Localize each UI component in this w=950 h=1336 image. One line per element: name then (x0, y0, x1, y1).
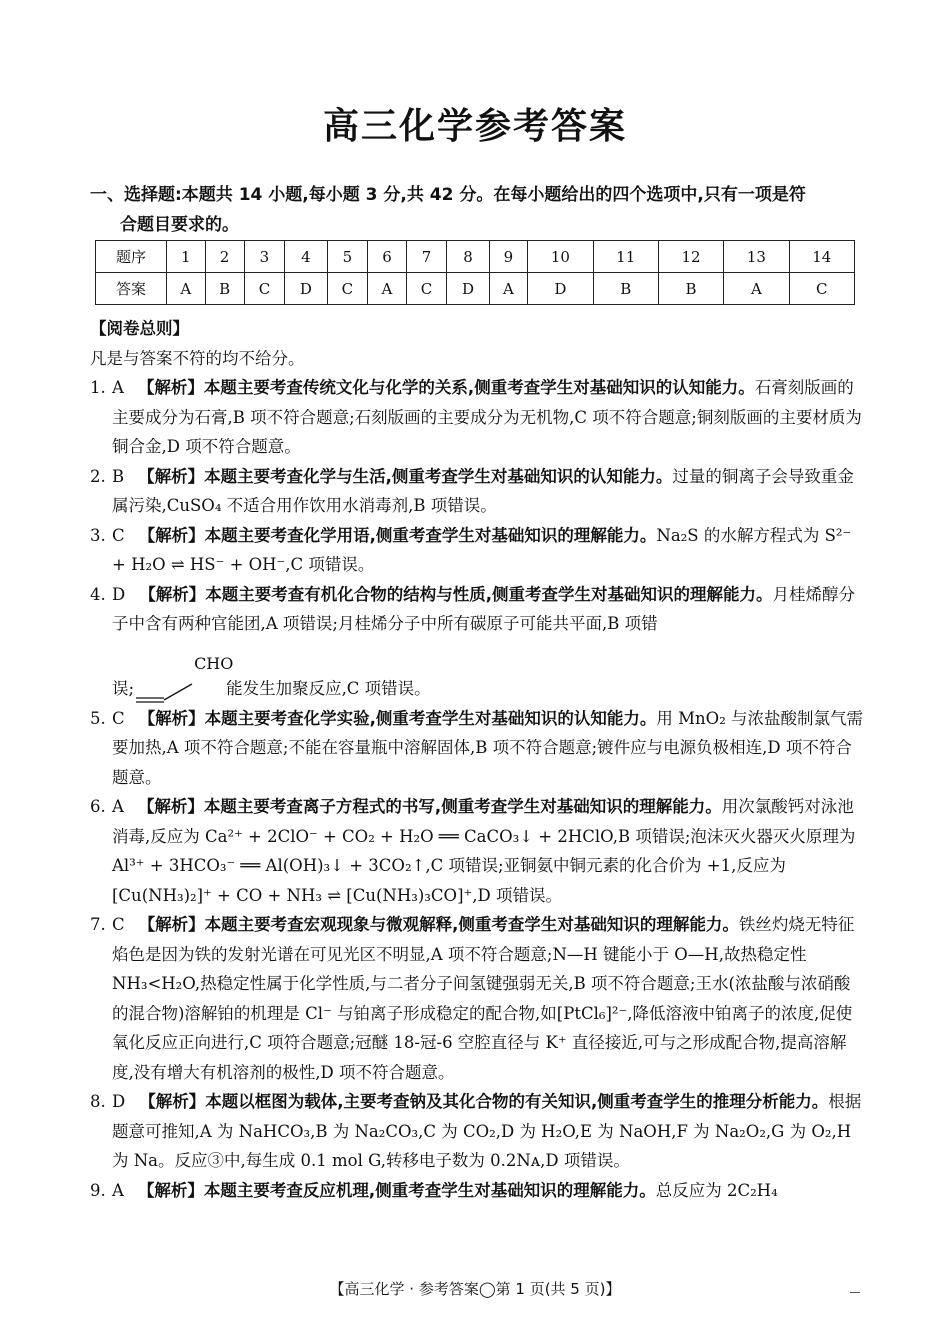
item-lead: 【解析】本题主要考查传统文化与化学的关系,侧重考查学生对基础知识的认知能力。 (137, 378, 755, 397)
item-answer: A (112, 797, 124, 816)
row-label-answer: 答案 (96, 273, 167, 305)
answer-cell: C (789, 273, 854, 305)
corner-mark (850, 1292, 860, 1293)
row-label-number: 题序 (96, 241, 167, 273)
item-lead: 【解析】本题主要考查化学实验,侧重考查学生对基础知识的认知能力。 (138, 708, 657, 728)
section-1-line-2: 合题目要求的。 (120, 215, 239, 235)
page-footer: 【高三化学 · 参考答案◯第 1 页(共 5 页)】 (329, 1280, 621, 1298)
item-body-continued-2: 能发生加聚反应,C 项错误。 (226, 679, 431, 698)
item-body: 铁丝灼烧无特征焰色是因为铁的发射光谱在可见光区不明显,A 项不符合题意;N—H 键能小于 O—H,故热稳定性 NH₃<H₂O,热稳定性属于化学性质,与二者分子间氢键强弱无关,B 项不符合题意;王水(浓盐酸与浓硝酸的混合物)溶解铂的机理是 Cl⁻ 与铂离子形成稳定的配合物,如[PtCl₆]²⁻,降低溶液中铂离子的浓度,促使氧化反应正向进行,C 项符合题意;冠醚 18-冠-6 空腔直径与 K⁺ 直径接近,可与之形成配合物,提高溶解度,没有增大有机溶剂的极性,D 项不符合题意。 (112, 915, 855, 1082)
answer-table-answer-row (96, 273, 855, 305)
question-number: 3 (244, 241, 285, 273)
item-lead: 【解析】本题主要考查宏观现象与微观解释,侧重考查学生对基础知识的理解能力。 (138, 915, 739, 934)
section-1-line-1: 一、选择题:本题共 14 小题,每小题 3 分,共 42 分。在每小题给出的四个选项中,只有一项是符 (90, 185, 806, 205)
item-body: 用 MnO₂ 与浓盐酸制氯气需要加热,A 项不符合题意;不能在容量瓶中溶解固体,B 项不符合题意;镀件应与电源负极相连,D 项不符合题意。 (112, 708, 864, 787)
item-lead: 【解析】本题主要考查有机化合物的结构与性质,侧重考查学生对基础知识的理解能力。 (139, 584, 773, 604)
answer-cell: B (593, 273, 658, 305)
item-body: 用次氯酸钙对泳池消毒,反应为 Ca²⁺ + 2ClO⁻ + CO₂ + H₂O ══ CaCO₃↓ + 2HClO,B 项错误;泡沫灭火器灭火原理为 Al³⁺ + 3HCO₃⁻ ══ Al(OH)₃↓ + 3CO₂↑,C 项错误;亚铜氨中铜元素的化合价为 +1,反应为[Cu(NH₃)₂]⁺ + CO + NH₃ ⇌ [Cu(NH₃)₃CO]⁺,D 项错误。 (112, 797, 856, 905)
answer-cell: A (489, 273, 528, 305)
item-lead: 【解析】本题主要考查化学用语,侧重考查学生对基础知识的理解能力。 (138, 525, 657, 545)
item-number: 4. (90, 584, 106, 604)
question-number: 2 (205, 241, 244, 273)
answer-cell: A (167, 273, 206, 305)
item-number: 3. (90, 525, 106, 545)
question-number: 7 (406, 241, 447, 273)
grading-rules-heading: 【阅卷总则】 (90, 319, 189, 338)
item-answer: C (112, 708, 125, 728)
item-lead: 【解析】本题主要考查反应机理,侧重考查学生对基础知识的理解能力。 (137, 1180, 656, 1200)
item-answer: A (112, 1180, 124, 1200)
answer-cell: C (406, 273, 447, 305)
item-body: 石膏刻版画的主要成分为石膏,B 项不符合题意;石刻版画的主要成分为无机物,C 项不符合题意;铜刻版画的主要材质为铜合金,D 项不符合题意。 (112, 378, 862, 456)
explanation-item (90, 580, 865, 704)
answer-cell: A (724, 273, 789, 305)
question-number: 14 (789, 241, 854, 273)
explanation-item (90, 792, 865, 910)
question-number: 8 (447, 241, 489, 273)
page-title: 高三化学参考答案 (322, 106, 627, 147)
explanation-item (90, 704, 865, 793)
explanation-item (90, 1087, 865, 1176)
item-answer: D (112, 1092, 126, 1111)
item-number: 2. (90, 466, 106, 486)
item-body: Na₂S 的水解方程式为 S²⁻ + H₂O ⇌ HS⁻ + OH⁻,C 项错误。 (112, 525, 852, 574)
item-lead: 【解析】本题主要考查离子方程式的书写,侧重考查学生对基础知识的理解能力。 (137, 797, 722, 816)
item-answer: A (112, 378, 124, 397)
aldehyde-structure (134, 653, 234, 704)
item-answer: C (112, 525, 125, 545)
explanation-item (90, 1176, 865, 1206)
answer-cell: C (244, 273, 285, 305)
question-number: 1 (167, 241, 206, 273)
cho-group-label: CHO (194, 653, 234, 673)
question-number: 6 (368, 241, 407, 273)
item-body-continued: 误; (112, 679, 135, 698)
explanation-item (90, 462, 865, 521)
explanation-item (90, 521, 865, 580)
item-lead: 【解析】本题主要考查化学与生活,侧重考查学生对基础知识的认知能力。 (138, 466, 673, 486)
item-answer: C (112, 915, 125, 934)
item-number: 1. (90, 378, 106, 397)
explanations (90, 314, 865, 1205)
question-number: 11 (593, 241, 658, 273)
answer-table-number-row (96, 241, 855, 273)
question-number: 4 (285, 241, 327, 273)
item-number: 7. (90, 915, 106, 934)
answer-cell: D (528, 273, 593, 305)
answer-cell: D (447, 273, 489, 305)
explanation-item (90, 910, 865, 1087)
question-number: 12 (658, 241, 723, 273)
item-body: 根据题意可推知,A 为 NaHCO₃,B 为 Na₂CO₃,C 为 CO₂,D 为 H₂O,E 为 NaOH,F 为 Na₂O₂,G 为 O₂,H 为 Na。反应③中,每生成 0.1 mol G,转移电子数为 0.2Nᴀ,D 项错误。 (112, 1092, 862, 1170)
item-number: 9. (90, 1180, 106, 1200)
answer-cell: A (368, 273, 407, 305)
answer-cell: C (327, 273, 368, 305)
item-body: 月桂烯醇分子中含有两种官能团,A 项错误;月桂烯分子中所有碳原子可能共平面,B 项错 (112, 584, 856, 633)
question-number: 10 (528, 241, 593, 273)
answer-cell: B (658, 273, 723, 305)
answer-cell: D (285, 273, 327, 305)
grading-rules-text: 凡是与答案不符的均不给分。 (90, 348, 305, 368)
item-number: 8. (90, 1092, 106, 1111)
item-lead: 【解析】本题以框图为载体,主要考查钠及其化合物的有关知识,侧重考查学生的推理分析能力。 (139, 1092, 829, 1111)
explanation-item (90, 373, 865, 462)
item-answer: D (112, 584, 126, 604)
question-number: 5 (327, 241, 368, 273)
item-body: 总反应为 2C₂H₄ (655, 1180, 778, 1200)
item-answer: B (112, 466, 125, 486)
vinyl-bond-drawing (134, 680, 194, 704)
item-number: 5. (90, 708, 106, 728)
item-body: 过量的铜离子会导致重金属污染,CuSO₄ 不适合用作饮用水消毒剂,B 项错误。 (112, 466, 854, 515)
section-1-heading (90, 180, 865, 240)
answer-table (95, 240, 855, 305)
question-number: 13 (724, 241, 789, 273)
answer-cell: B (205, 273, 244, 305)
item-number: 6. (90, 797, 106, 816)
question-number: 9 (489, 241, 528, 273)
